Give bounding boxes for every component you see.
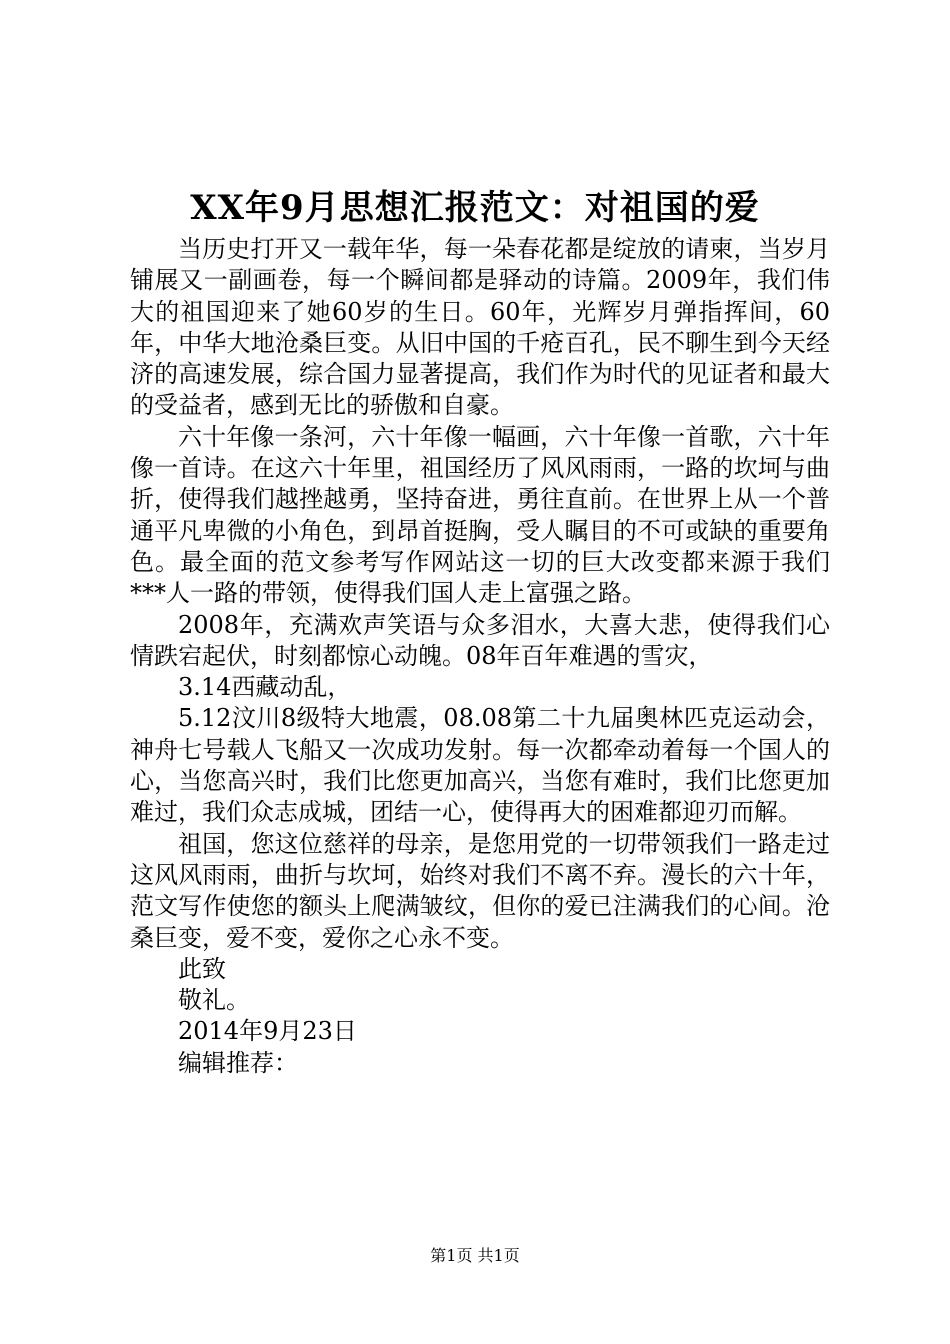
paragraph-2: 六十年像一条河，六十年像一幅画，六十年像一首歌，六十年像一首诗。在这六十年里，祖国经历了风风雨雨，一路的坎坷与曲折，使得我们越挫越勇，坚持奋进，勇往直前。在世界上从一个普通平凡卑微的小角色，到昂首挺胸，受人瞩目的不可或缺的重要角色。最全面的范文参考写作网站这一切的巨大改变都来源于我们***人一路的带领，使得我们国人走上富强之路。 [130,422,830,608]
paragraph-6: 祖国，您这位慈祥的母亲，是您用党的一切带领我们一路走过这风风雨雨，曲折与坎坷，始终对我们不离不弃。漫长的六十年，范文写作使您的额头上爬满皱纹，但你的爱已注满我们的心间。沧桑巨变，爱不变，爱你之心永不变。 [130,829,830,952]
editor-recommend: 编辑推荐： [178,1048,298,1077]
page-footer: 第1页 共1页 [430,1246,520,1265]
paragraph-3: 2008年，充满欢声笑语与众多泪水，大喜大悲，使得我们心情跌宕起伏，时刻都惊心动魄。08年百年难遇的雪灾， [130,610,830,670]
paragraph-5: 5.12汶川8级特大地震，08.08第二十九届奥林匹克运动会，神舟七号载人飞船又一次成功发射。每一次都牵动着每一个国人的心，当您高兴时，我们比您更加高兴，当您有难时，我们比您更加难过，我们众志成城，团结一心，使得再大的困难都迎刃而解。 [130,704,830,827]
document-title: XX年9月思想汇报范文：对祖国的爱 [190,188,760,228]
document-body [130,234,830,1079]
closing-salutation: 此致 [178,954,226,983]
closing-date: 2014年9月23日 [178,1017,357,1046]
closing-regards: 敬礼。 [178,986,250,1015]
paragraph-4: 3.14西藏动乱， [178,673,352,702]
paragraph-1: 当历史打开又一载年华，每一朵春花都是绽放的请柬，当岁月铺展又一副画卷，每一个瞬间都是驿动的诗篇。2009年，我们伟大的祖国迎来了她60岁的生日。60年，光辉岁月弹指挥间，60年，中华大地沧桑巨变。从旧中国的千疮百孔，民不聊生到今天经济的高速发展，综合国力显著提高，我们作为时代的见证者和最大的受益者，感到无比的骄傲和自豪。 [130,235,830,420]
